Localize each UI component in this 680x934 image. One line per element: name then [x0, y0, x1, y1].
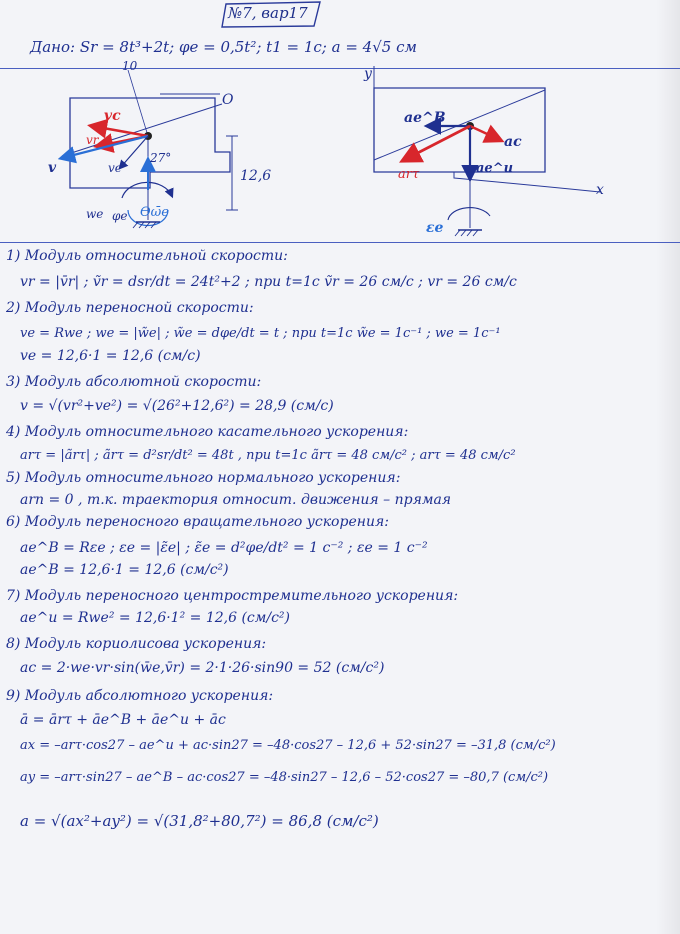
label-vr: vr	[86, 133, 99, 147]
title-frame	[220, 0, 330, 30]
v-arrow	[62, 136, 148, 158]
heading-3: 3) Модуль абсолютной скорости:	[6, 374, 262, 390]
line-9c: ay = –arτ·sin27 – ae^B – ac·cos27 = –48·sin27 – 12,6 – 52·cos27 = –80,7 (см/с²)	[20, 770, 549, 785]
label-ve: ve	[108, 161, 122, 175]
label-phi-e: φe	[112, 209, 128, 223]
label-o: O	[222, 92, 234, 108]
eps-arc	[448, 208, 490, 220]
line-5a: arn = 0 , т.к. траектория относит. движения – прямая	[20, 492, 452, 508]
line-6b: ae^B = 12,6·1 = 12,6 (см/с²)	[20, 562, 229, 578]
right-figure	[363, 66, 604, 236]
rule-middle	[0, 242, 680, 243]
label-aeb: ae^B	[404, 110, 446, 126]
dim-label: 12,6	[240, 168, 272, 184]
label-y: y	[364, 66, 372, 82]
label-art: arτ	[398, 167, 420, 182]
line-2a: ve = Rwe ; we = |w̃e| ; w̃e = dφe/dt = t ; при t=1c w̃e = 1c⁻¹ ; we = 1c⁻¹	[20, 326, 501, 341]
label-aeu: ae^u	[476, 161, 514, 176]
line-9a: ā = ārτ + āe^B + āe^u + āc	[20, 712, 226, 728]
angle-label: 27°	[150, 151, 172, 165]
heading-6: 6) Модуль переносного вращательного ускорения:	[6, 514, 389, 530]
line-4a: arτ = |ãrτ| ; ãrτ = d²sr/dt² = 48t , при t=1c ãrτ = 48 см/с² ; arτ = 48 см/с²	[20, 448, 516, 463]
left-radial-line	[128, 70, 148, 136]
line-3a: v = √(vr²+ve²) = √(26²+12,6²) = 28,9 (см/с)	[20, 398, 334, 414]
given-line: Дано: Sr = 8t³+2t; φe = 0,5t²; t1 = 1c; a = 4√5 см	[30, 38, 417, 56]
label-eps: εe	[426, 220, 444, 236]
label-we: we	[86, 207, 104, 221]
heading-4: 4) Модуль относительного касательного ускорения:	[6, 424, 409, 440]
line-9b: ax = –arτ·cos27 – ae^u + ac·sin27 = –48·cos27 – 12,6 + 52·sin27 = –31,8 (см/с²)	[20, 738, 556, 753]
heading-2: 2) Модуль переносной скорости:	[6, 300, 254, 316]
line-1a: vr = |v̄r| ; ṽr = dsr/dt = 24t²+2 ; при t=1c ṽr = 26 см/с ; vr = 26 см/с	[20, 274, 517, 290]
figure-svg	[0, 60, 680, 240]
art-arrow	[404, 126, 470, 160]
heading-1: 1) Модуль относительной скорости:	[6, 248, 288, 264]
label-ac: ac	[504, 134, 522, 150]
heading-7: 7) Модуль переносного центростремительного ускорения:	[6, 588, 459, 604]
label-v: v	[48, 160, 57, 176]
line-6a: ae^B = Rεe ; εe = |ε̃e| ; ε̃e = d²φe/dt² = 1 c⁻² ; εe = 1 c⁻²	[20, 540, 428, 556]
figure-area	[0, 60, 680, 240]
ac-arrow	[470, 126, 500, 140]
title-text: №7, вар17	[228, 4, 308, 22]
label-vc: vc	[104, 108, 121, 124]
label-x: x	[596, 182, 604, 198]
left-figure	[48, 60, 271, 228]
heading-8: 8) Модуль кориолисова ускорения:	[6, 636, 267, 652]
left-slot-line	[62, 104, 222, 156]
heading-9: 9) Модуль абсолютного ускорения:	[6, 688, 274, 704]
label-10: 10	[122, 60, 138, 73]
label-omega-vec: ϴω̄e	[140, 205, 169, 220]
line-9d: a = √(ax²+ay²) = √(31,8²+80,7²) = 86,8 (см/с²)	[20, 812, 379, 830]
right-support-hatch	[455, 230, 478, 236]
heading-5: 5) Модуль относительного нормального ускорения:	[6, 470, 401, 486]
line-7a: ae^u = Rwe² = 12,6·1² = 12,6 (см/с²)	[20, 610, 290, 626]
line-8a: ac = 2·we·vr·sin(w̄e,v̄r) = 2·1·26·sin90 = 52 (см/с²)	[20, 660, 385, 676]
line-2b: ve = 12,6·1 = 12,6 (см/с)	[20, 348, 201, 364]
problem-title	[228, 4, 308, 22]
